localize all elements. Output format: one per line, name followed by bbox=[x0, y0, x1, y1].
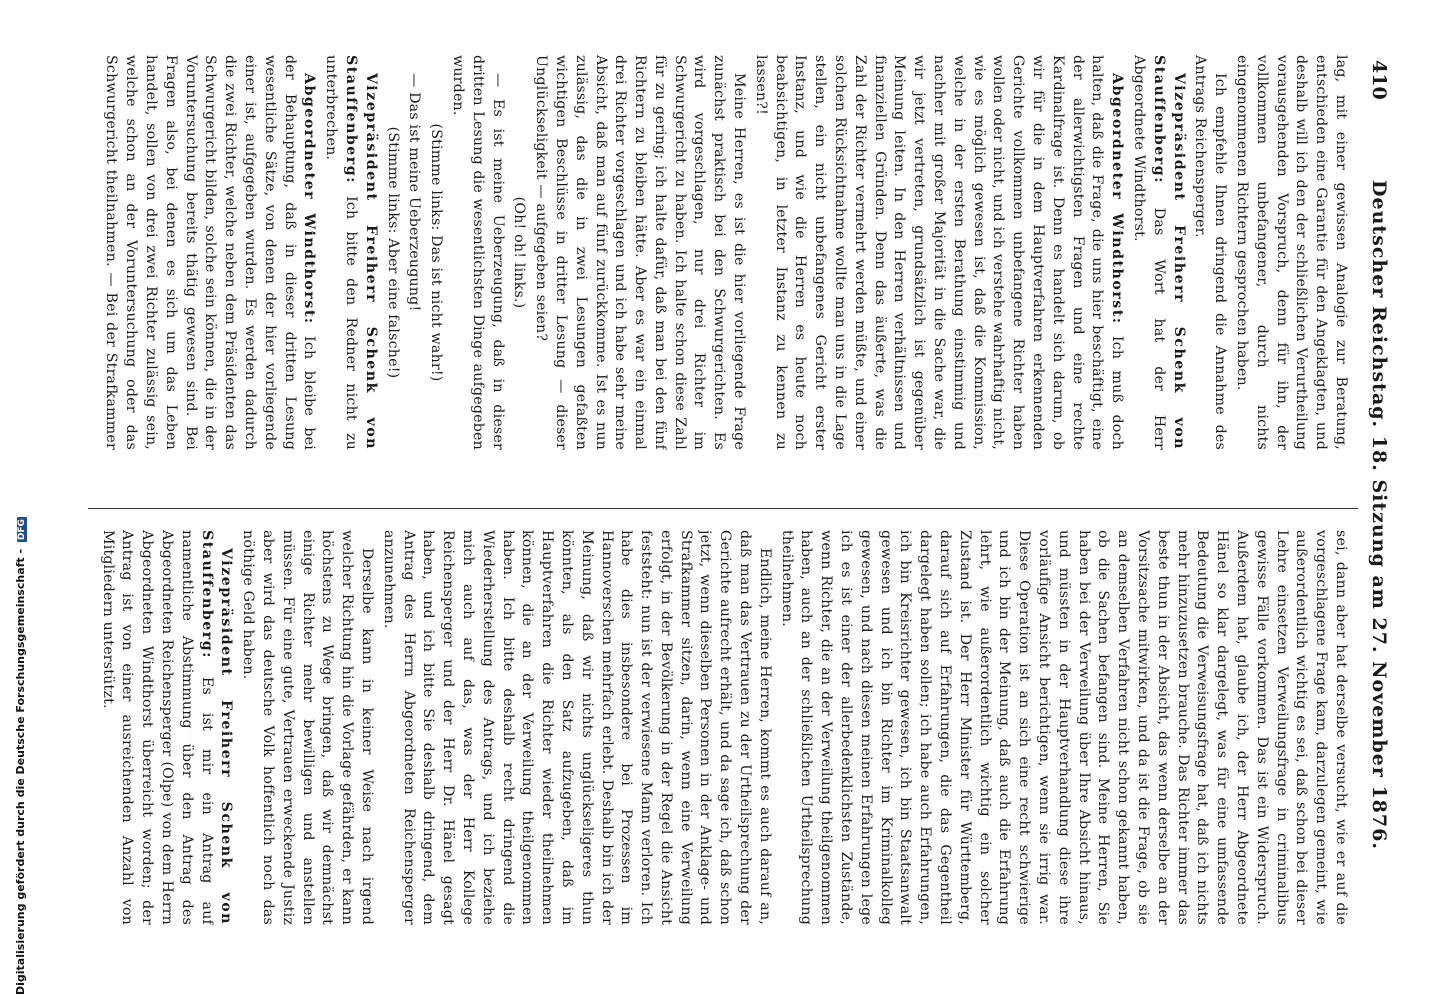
paragraph: — Das ist meine Ueberzeugung! bbox=[406, 73, 423, 312]
speaker-name: Abgeordneter Windthorst: bbox=[301, 73, 318, 325]
paragraph: Ich empfehle Ihnen dringend die Annahme des Antrags Reichensperger. bbox=[1192, 55, 1229, 450]
speaker-paragraph: Vizepräsident Freiherr Schenk von Stauffenberg: Es ist mir ein Antrag auf namentliche Abstimmung über den Antrag des Abgeordneten Reichensperger (Olpe) von dem Herrn Abgeordneten Windthorst überreicht worden; der Antrag ist von einer ausreichenden Anzahl von Mitgliedern unterstützt. bbox=[100, 530, 235, 925]
column-divider bbox=[88, 508, 1358, 509]
interjection: (Oh! oh! links.) bbox=[511, 196, 528, 309]
speaker-paragraph: Vizepräsident Freiherr Schenk von Stauffenberg: Das Wort hat der Herr Abgeordnete Windthorst. bbox=[1131, 55, 1187, 450]
text-column-right bbox=[100, 530, 1350, 925]
speaker-name: Vizepräsident Freiherr Schenk von Stauffenberg: bbox=[198, 530, 235, 925]
dfg-logo: DFG bbox=[17, 519, 27, 541]
speaker-name: Vizepräsident Freiherr Schenk von Stauffenberg: bbox=[342, 55, 379, 450]
paragraph: sei, dann aber hat derselbe versucht, wie er auf die vorgeschlagene Frage kam, darzulegen gemeint, wie außerordentlich wichtig es sei, daß schon bei dieser Lehre einsetzen Verweilungsfrage in criminalibus gewisse Fälle vorkommen. Das ist ein Widerspruch. Außerdem hat, glaube ich, der Herr Abgeordnete Hänel so klar dargelegt, was für eine umfassende Bedeutung die Verweisungsfrage hat, daß ich nichts mehr hinzuzusetzen brauche. Das Richter immer das beste thun in der Absicht, das wenn derselbe an der Vorsitzsache mitwirken, und da ist die Frage, ob sie an demselben Verfahren nicht schon gekannt haben, ob die Sachen befangen sind. Meine Herren, Sie haben bei der Verweilung über Ihre Absicht hinaus, und müssten in der Hauptverhandlung diese ihre vorläufige Ansicht berichtigen, wenn sie irrig war. Diese Operation ist an sich eine recht schwierige und ich bin der Meinung, daß auch die Erfahrung lehrt, wie außerordentlich wichtig ein solcher Zustand ist. Der Herr Minister für Württemberg, darauf sich auf Erfahrungen, die das Gegentheil dargelegt haben sollen; ich habe auch Erfahrungen, ich bin Kreisrichter gewesen, ich bin Staatsanwalt gewesen und ich bin Richter im Kriminalkolleg gewesen, und nach diesen meinen Erfahrungen lege ich es ist einer der allerbedenklichsten Zustände, wenn Richter, die an der Verweilung theilgenommen haben, auch an der schließlichen Urtheilsprechung theilnehmen. bbox=[778, 530, 1349, 925]
digitization-note bbox=[14, 517, 27, 995]
interjection: (Stimme links: Das ist nicht wahr!) bbox=[428, 123, 445, 382]
speaker-paragraph: Abgeordneter Windthorst: Ich muß doch halten, daß die Frage, die uns hier beschäftigt, eine der allerwichtigsten Fragen und eine rechte Kardinalfrage ist. Denn es handelt sich darum, ob wir für die in dem Hauptverfahren erkennenden Gerichte vollkommen unbefangene Richter haben wollen oder nicht, und ich verstehe wahrhaftig nicht, wie es möglich gewesen ist, daß die Kommission, welche in der ersten Berathung einstimmig und nachher mit großer Majorität in die Sache war, die wir jetzt vertreten, grundsätzlich ist gegenüber Meinung leiten. In den Herren verhältnissen und finanziellen Gründen. Denn das äußerte, was die Zahl der Richter vermehrt werden müßte, und einer solchen Rücksichtnahme wollte man uns in die Lage stellen, ein nicht unbefangenes Gericht erster Instanz, und wie die Herren es heute noch beabsichtigen, in letzter Instanz zu kennen zu lassen?! bbox=[752, 55, 1126, 450]
digitization-text: Digitalisierung gefördert durch die Deutsche Forschungsgemeinschaft - bbox=[14, 548, 27, 995]
paragraph: Endlich, meine Herren, kommt es auch darauf an, daß man das Vertrauen zu der Urtheilsprechung der Gerichte aufrecht erhält, und da sage ich, daß schon jetzt, wenn dieselben Personen in der Anklage- und Strafkammer sitzen, darin, wenn eine Verweilung erfolgt, in der Bevölkerung in der Regel die Ansicht feststeht: nun ist der verwiesene Mann verloren. Ich habe dies insbesondere bei Prozessen im Hannoverschen mehrfach erlebt. Deshalb bin ich der Meinung, daß wir nichts unglückseligeres thun könnten, als den Satz aufzugeben, daß im Hauptverfahren die Richter wieder theilnehmen können, die an der Verweilung theilgenommen haben. Ich bitte deshalb recht dringend die Wiederherstellung des Antrags, und ich beziehe mich auch auf das, was der Herr Kollege Reichensperger und der Herr Dr. Hänel gesagt haben, und ich bitte Sie deshalb dringend, dem Antrag des Herrn Abgeordneten Reichensperger anzunehmen. bbox=[380, 530, 773, 925]
paragraph: Meine Herren, es ist die hier vorliegende Frage zunächst praktisch bei den Schwurgerichten. Es wird vorgeschlagen, nur drei Richter im Schwurgericht zu haben. Ich halte schon diese Zahl für zu gering; ich halte dafür, daß man bei den fünf Richtern zu bleiben hätte. Aber es war ein einmal drei Richter vorgeschlagen und ich habe sehr meine Absicht, daß man auf fünf zurückkomme. Ist es nun zulässig, das die in zwei Lesungen gefaßten wichtigen Beschlüsse in dritter Lesung — dieser Unglückseligkeit — aufgegeben seien? bbox=[533, 55, 748, 450]
page-header bbox=[1358, 60, 1398, 970]
page-title: Deutscher Reichstag. 18. Sitzung am 27. November 1876. bbox=[1368, 180, 1390, 850]
speaker-paragraph: Vizepräsident Freiherr Schenk von Stauffenberg: Ich bitte den Redner nicht zu unterbrechen. bbox=[323, 55, 379, 450]
speaker-paragraph: Abgeordneter Windthorst: Ich bleibe bei der Behauptung, daß in dieser dritten Lesung wesentliche Sätze, von denen der hier vorliegende einer ist, aufgegeben wurden. Es werden dadurch die zwei Richter, welche neben dem Präsidenten das Schwurgericht bilden, solche sein können, die in der Voruntersuchung bereits thätig gewesen sind. Bei Fragen also, bei denen es sich um das Leben handelt, sollen von drei zwei Richter zulässig sein, welche schon an der Voruntersuchung oder das Schwurgericht theilnahmen. — Bei der Strafkammer bbox=[103, 55, 318, 450]
digitization-footer bbox=[0, 0, 27, 1000]
speaker-name: Abgeordneter Windthorst: bbox=[1109, 73, 1126, 325]
paragraph: lag, mit einer gewissen Analogie zur Beratung, entschieden eine Garantie für den Angeklagten, und deshalb will ich den der schließlichen Verurtheilung vorausgehenden Vorspruch, denn für ihn, der vollkommen unbefangener, durch nichts eingenommenen Richtern gesprochen haben. bbox=[1234, 55, 1349, 450]
paragraph: Derselbe kann in keiner Weise nach irgend welcher Richtung hin die Vorlage gefährden, er kann höchstens zu Wege bringen, daß wir demnächst einige Richter mehr bewilligen und anstellen müssen. Für eine gute, Vertrauen erweckende Justiz aber wird das deutsche Volk hoffentlich noch das nöthige Geld haben. bbox=[240, 530, 375, 925]
interjection: (Stimme links: Aber eine falsche!) bbox=[384, 126, 401, 379]
speaker-name: Vizepräsident Freiherr Schenk von Stauffenberg: bbox=[1150, 55, 1187, 450]
rotated-page-content bbox=[80, 0, 1410, 1000]
paragraph: — Es ist meine Ueberzeugung, daß in dieser dritten Lesung die wesentlichsten Dinge aufgegeben wurden. bbox=[449, 55, 506, 450]
page-number: 410 bbox=[1368, 60, 1390, 100]
text-column-left bbox=[100, 55, 1350, 450]
